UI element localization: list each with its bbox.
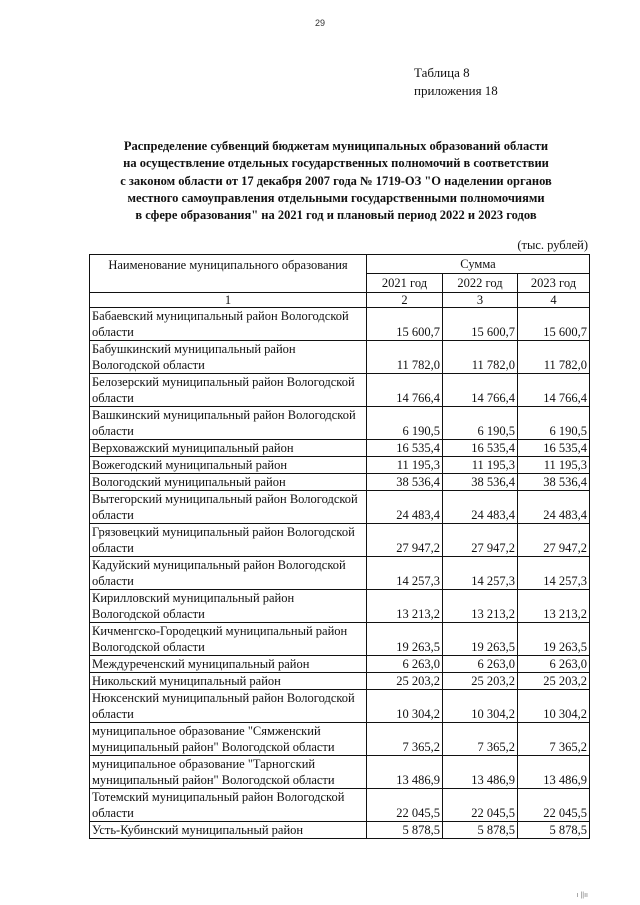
amount-2021: 25 203,2 xyxy=(367,673,443,690)
municipality-name: Вожегодский муниципальный район xyxy=(90,457,367,474)
page-number: 29 xyxy=(314,18,325,28)
table-row xyxy=(90,524,590,557)
municipality-name: Белозерский муниципальный район Вологодской области xyxy=(90,374,367,407)
municipality-name: Никольский муниципальный район xyxy=(90,673,367,690)
municipality-name: Кирилловский муниципальный район Вологодской области xyxy=(90,590,367,623)
municipality-name: Междуреченский муниципальный район xyxy=(90,656,367,673)
table-row xyxy=(90,822,590,839)
amount-2022: 22 045,5 xyxy=(443,789,518,822)
document-title xyxy=(96,138,576,224)
amount-2022: 25 203,2 xyxy=(443,673,518,690)
subvention-table xyxy=(89,254,590,839)
title-line: в сфере образования" на 2021 год и плановый период 2022 и 2023 годов xyxy=(135,208,537,223)
amount-2021: 22 045,5 xyxy=(367,789,443,822)
amount-2022: 13 486,9 xyxy=(443,756,518,789)
units-label: (тыс. рублей) xyxy=(517,238,588,252)
amount-2023: 27 947,2 xyxy=(518,524,590,557)
table-body xyxy=(90,308,590,839)
amount-2022: 5 878,5 xyxy=(443,822,518,839)
header-year-2023: 2023 год xyxy=(518,274,590,293)
amount-2023: 38 536,4 xyxy=(518,474,590,491)
municipality-name: Тотемский муниципальный район Вологодской области xyxy=(90,789,367,822)
table-row xyxy=(90,656,590,673)
amount-2023: 6 190,5 xyxy=(518,407,590,440)
table-row xyxy=(90,557,590,590)
header-year-2022: 2022 год xyxy=(443,274,518,293)
amount-2021: 13 213,2 xyxy=(367,590,443,623)
amount-2023: 11 782,0 xyxy=(518,341,590,374)
title-line: на осуществление отдельных государственных полномочий в соответствии xyxy=(123,156,549,171)
amount-2021: 11 782,0 xyxy=(367,341,443,374)
amount-2023: 14 257,3 xyxy=(518,557,590,590)
title-line: местного самоуправления отдельными государственными полномочиями xyxy=(127,190,545,205)
amount-2022: 11 782,0 xyxy=(443,341,518,374)
amount-2023: 14 766,4 xyxy=(518,374,590,407)
header-row xyxy=(90,255,590,274)
municipality-name: Бабаевский муниципальный район Вологодской области xyxy=(90,308,367,341)
appendix-reference xyxy=(414,64,498,100)
municipality-name: Бабушкинский муниципальный район Вологодской области xyxy=(90,341,367,374)
amount-2021: 14 257,3 xyxy=(367,557,443,590)
amount-2021: 11 195,3 xyxy=(367,457,443,474)
amount-2021: 15 600,7 xyxy=(367,308,443,341)
amount-2023: 22 045,5 xyxy=(518,789,590,822)
table-row xyxy=(90,457,590,474)
amount-2021: 38 536,4 xyxy=(367,474,443,491)
scan-mark: ı ||ıı xyxy=(576,892,588,899)
amount-2023: 16 535,4 xyxy=(518,440,590,457)
table-row xyxy=(90,374,590,407)
amount-2023: 19 263,5 xyxy=(518,623,590,656)
municipality-name: Вытегорский муниципальный район Вологодской области xyxy=(90,491,367,524)
header-year-2021: 2021 год xyxy=(367,274,443,293)
title-line: с законом области от 17 декабря 2007 года № 1719-ОЗ "О наделении органов xyxy=(120,173,552,188)
amount-2022: 6 190,5 xyxy=(443,407,518,440)
amount-2023: 6 263,0 xyxy=(518,656,590,673)
amount-2021: 19 263,5 xyxy=(367,623,443,656)
amount-2021: 5 878,5 xyxy=(367,822,443,839)
title-line: Распределение субвенций бюджетам муниципальных образований области xyxy=(123,139,549,153)
table-row xyxy=(90,407,590,440)
table-row xyxy=(90,341,590,374)
amount-2021: 6 263,0 xyxy=(367,656,443,673)
amount-2022: 19 263,5 xyxy=(443,623,518,656)
amount-2023: 11 195,3 xyxy=(518,457,590,474)
column-number: 2 xyxy=(367,293,443,308)
amount-2023: 24 483,4 xyxy=(518,491,590,524)
amount-2021: 27 947,2 xyxy=(367,524,443,557)
amount-2023: 7 365,2 xyxy=(518,723,590,756)
amount-2023: 10 304,2 xyxy=(518,690,590,723)
amount-2021: 14 766,4 xyxy=(367,374,443,407)
amount-2023: 25 203,2 xyxy=(518,673,590,690)
amount-2023: 5 878,5 xyxy=(518,822,590,839)
amount-2022: 15 600,7 xyxy=(443,308,518,341)
table-row xyxy=(90,756,590,789)
amount-2021: 6 190,5 xyxy=(367,407,443,440)
amount-2021: 10 304,2 xyxy=(367,690,443,723)
amount-2022: 16 535,4 xyxy=(443,440,518,457)
table-row xyxy=(90,723,590,756)
column-number: 1 xyxy=(90,293,367,308)
table-row xyxy=(90,440,590,457)
amount-2022: 38 536,4 xyxy=(443,474,518,491)
municipality-name: Верховажский муниципальный район xyxy=(90,440,367,457)
amount-2022: 24 483,4 xyxy=(443,491,518,524)
table-row xyxy=(90,673,590,690)
municipality-name: Кадуйский муниципальный район Вологодской области xyxy=(90,557,367,590)
municipality-name: Вашкинский муниципальный район Вологодской области xyxy=(90,407,367,440)
header-sum: Сумма xyxy=(367,255,590,274)
amount-2021: 16 535,4 xyxy=(367,440,443,457)
header-municipality: Наименование муниципального образования xyxy=(90,255,367,293)
municipality-name: Вологодский муниципальный район xyxy=(90,474,367,491)
table-row xyxy=(90,474,590,491)
municipality-name: Грязовецкий муниципальный район Вологодской области xyxy=(90,524,367,557)
amount-2022: 13 213,2 xyxy=(443,590,518,623)
table-row xyxy=(90,590,590,623)
appendix-number: приложения 18 xyxy=(414,83,498,98)
amount-2023: 13 486,9 xyxy=(518,756,590,789)
municipality-name: Кичменгско-Городецкий муниципальный район Вологодской области xyxy=(90,623,367,656)
amount-2022: 6 263,0 xyxy=(443,656,518,673)
amount-2022: 7 365,2 xyxy=(443,723,518,756)
amount-2022: 11 195,3 xyxy=(443,457,518,474)
municipality-name: муниципальное образование "Тарногский муниципальный район" Вологодской области xyxy=(90,756,367,789)
column-number: 3 xyxy=(443,293,518,308)
amount-2022: 27 947,2 xyxy=(443,524,518,557)
amount-2023: 15 600,7 xyxy=(518,308,590,341)
municipality-name: Усть-Кубинский муниципальный район xyxy=(90,822,367,839)
table-number: Таблица 8 xyxy=(414,65,470,80)
amount-2022: 10 304,2 xyxy=(443,690,518,723)
table-row xyxy=(90,491,590,524)
municipality-name: муниципальное образование "Сямженский муниципальный район" Вологодской области xyxy=(90,723,367,756)
amount-2021: 7 365,2 xyxy=(367,723,443,756)
amount-2021: 13 486,9 xyxy=(367,756,443,789)
column-numbers-row xyxy=(90,293,590,308)
amount-2022: 14 257,3 xyxy=(443,557,518,590)
municipality-name: Нюксенский муниципальный район Вологодской области xyxy=(90,690,367,723)
amount-2022: 14 766,4 xyxy=(443,374,518,407)
amount-2021: 24 483,4 xyxy=(367,491,443,524)
table-row xyxy=(90,789,590,822)
column-number: 4 xyxy=(518,293,590,308)
table-row xyxy=(90,308,590,341)
amount-2023: 13 213,2 xyxy=(518,590,590,623)
table-row xyxy=(90,623,590,656)
table-row xyxy=(90,690,590,723)
